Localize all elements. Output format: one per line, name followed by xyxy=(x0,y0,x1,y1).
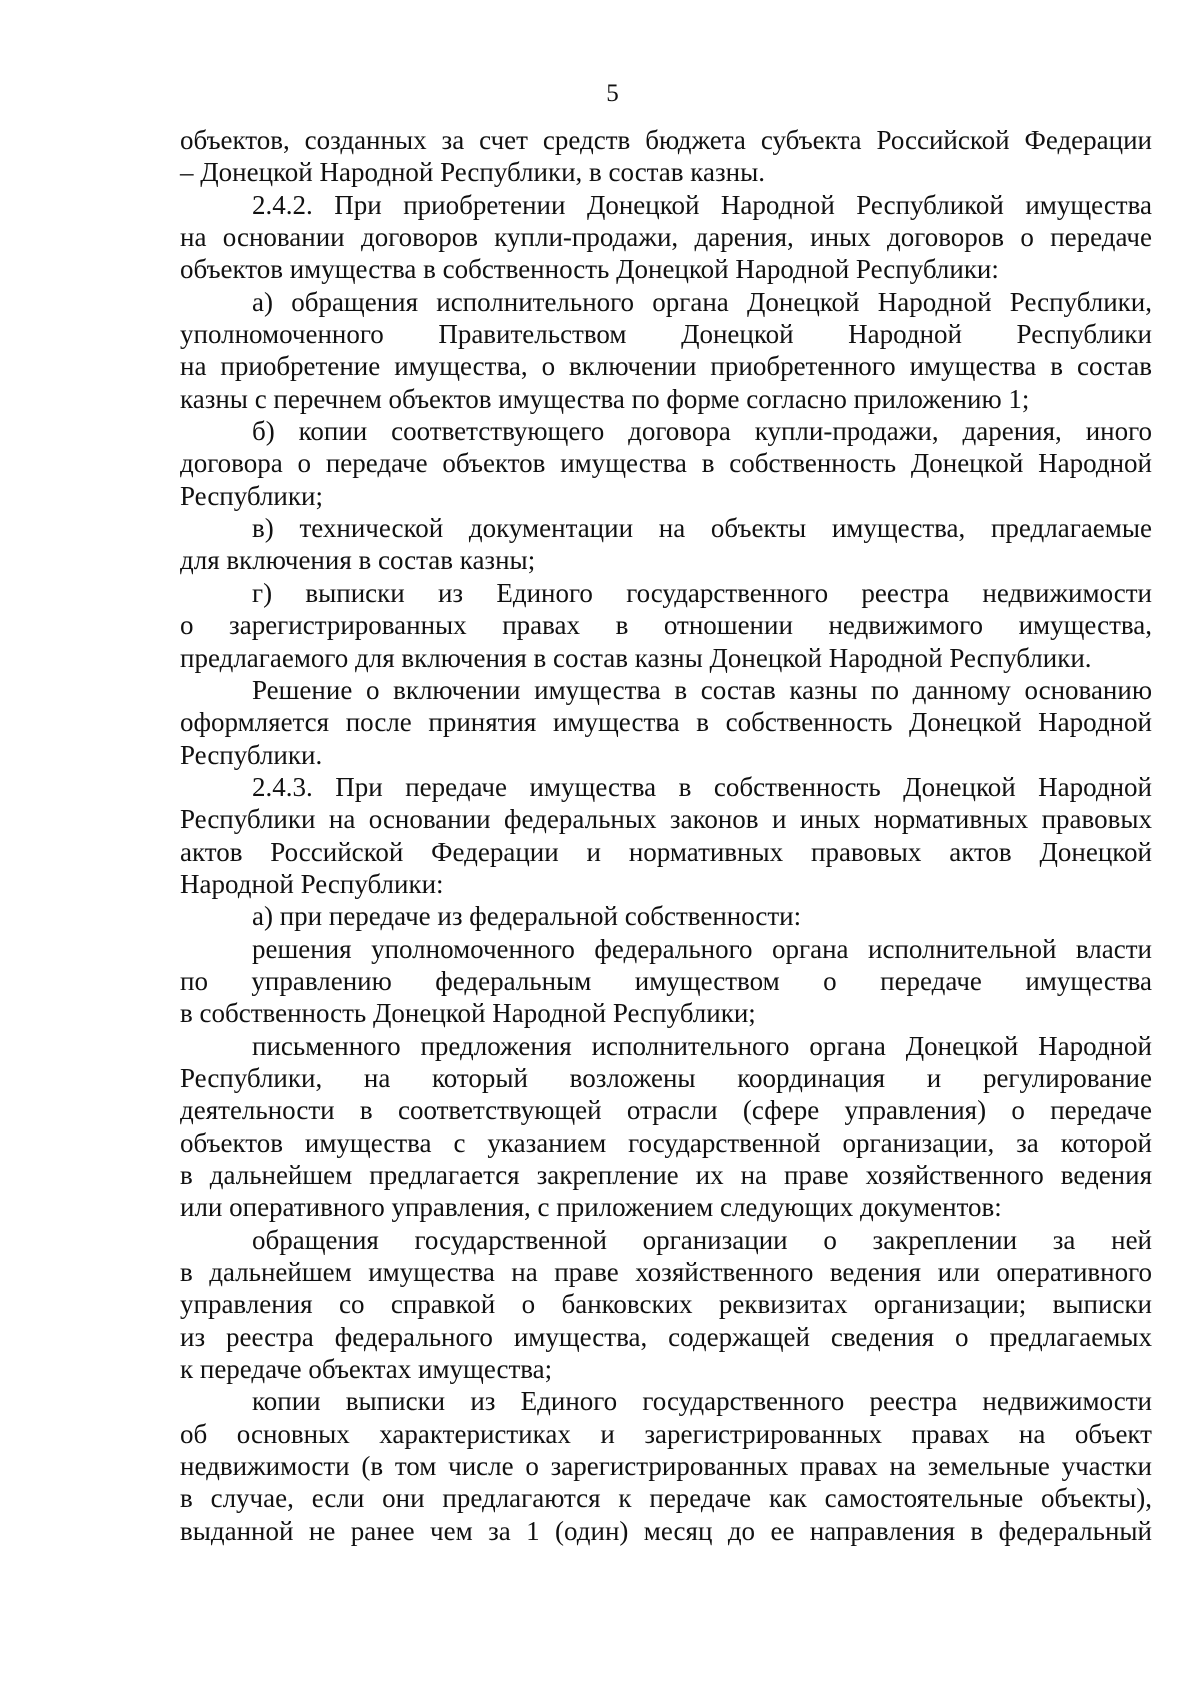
text-line xyxy=(180,642,1152,674)
paragraph xyxy=(180,1224,1152,1386)
line-text: предлагаемого для включения в состав казны Донецкой Народной Республики. xyxy=(180,642,1092,673)
line-text: деятельности в соответствующей отрасли (сфере управления) о передаче xyxy=(180,1095,1152,1126)
text-line xyxy=(180,383,1152,415)
text-line xyxy=(180,189,1152,221)
line-text: Республики. xyxy=(180,739,323,770)
line-text: по управлению федеральным имуществом о передаче имущества xyxy=(180,965,1152,996)
text-line xyxy=(180,1224,1152,1256)
text-line xyxy=(180,480,1152,512)
text-line xyxy=(180,1418,1152,1450)
line-text: письменного предложения исполнительного органа Донецкой Народной xyxy=(252,1030,1152,1061)
paragraph xyxy=(180,286,1152,415)
line-text: – Донецкой Народной Республики, в состав казны. xyxy=(180,157,765,188)
paragraph xyxy=(180,577,1152,674)
line-text: г) выписки из Единого государственного реестра недвижимости xyxy=(252,577,1152,608)
text-line xyxy=(180,997,1152,1029)
line-text: Республики, на который возложены координация и регулирование xyxy=(180,1062,1152,1093)
line-text: копии выписки из Единого государственного реестра недвижимости xyxy=(252,1386,1152,1417)
text-line xyxy=(180,1482,1152,1514)
text-line xyxy=(180,1450,1152,1482)
text-line xyxy=(180,577,1152,609)
line-text: в дальнейшем предлагается закрепление их на праве хозяйственного ведения xyxy=(180,1160,1152,1190)
text-line xyxy=(180,512,1152,544)
line-text: в дальнейшем имущества на праве хозяйственного ведения или оперативного xyxy=(180,1257,1152,1288)
paragraph xyxy=(180,900,1152,932)
line-text: решения уполномоченного федерального органа исполнительной власти xyxy=(252,933,1152,964)
line-text: объектов имущества в собственность Донецкой Народной Республики: xyxy=(180,254,999,285)
paragraph xyxy=(180,674,1152,771)
paragraph xyxy=(180,415,1152,512)
line-text: на приобретение имущества, о включении приобретенного имущества в состав xyxy=(180,351,1152,382)
line-text: из реестра федерального имущества, содержащей сведения о предлагаемых xyxy=(180,1321,1152,1352)
text-line xyxy=(180,1094,1152,1126)
text-line xyxy=(180,933,1152,965)
text-line xyxy=(180,965,1152,997)
text-line xyxy=(180,253,1152,285)
line-text: договора о передаче объектов имущества в собственность Донецкой Народной xyxy=(180,448,1152,479)
line-text: в собственность Донецкой Народной Республики; xyxy=(180,998,756,1029)
text-line xyxy=(180,1385,1152,1417)
line-text: а) при передаче из федеральной собственности: xyxy=(252,901,802,932)
line-text: 2.4.3. При передаче имущества в собственность Донецкой Народной xyxy=(252,771,1152,802)
text-line xyxy=(180,350,1152,382)
line-text: казны с перечнем объектов имущества по форме согласно приложению 1; xyxy=(180,383,1030,414)
line-text: о зарегистрированных правах в отношении недвижимого имущества, xyxy=(180,610,1152,641)
paragraph xyxy=(180,189,1152,286)
text-line xyxy=(180,1030,1152,1062)
text-line xyxy=(180,1515,1152,1547)
line-text: для включения в состав казны; xyxy=(180,545,536,576)
text-line xyxy=(180,868,1152,900)
line-text: недвижимости (в том числе о зарегистрированных правах на земельные участки xyxy=(180,1451,1152,1482)
text-line xyxy=(180,803,1152,835)
text-line xyxy=(180,1288,1152,1320)
text-line xyxy=(180,1159,1152,1191)
text-line xyxy=(180,706,1152,738)
text-line xyxy=(180,1256,1152,1288)
line-text: к передаче объектах имущества; xyxy=(180,1354,553,1385)
line-text: а) обращения исполнительного органа Донецкой Народной Республики, xyxy=(252,286,1152,317)
paragraph xyxy=(180,124,1152,189)
text-line xyxy=(180,544,1152,576)
text-line xyxy=(180,1127,1152,1159)
line-text: 2.4.2. При приобретении Донецкой Народной Республикой имущества xyxy=(252,189,1152,220)
text-line xyxy=(180,156,1152,188)
line-text: выданной не ранее чем за 1 (один) месяц до ее направления в федеральный xyxy=(180,1515,1152,1546)
text-line xyxy=(180,1321,1152,1353)
paragraph xyxy=(180,933,1152,1030)
line-text: объектов имущества с указанием государственной организации, за которой xyxy=(180,1127,1152,1158)
text-line xyxy=(180,221,1152,253)
paragraph xyxy=(180,771,1152,900)
line-text: обращения государственной организации о закреплении за ней xyxy=(252,1224,1152,1255)
line-text: на основании договоров купли-продажи, дарения, иных договоров о передаче xyxy=(180,222,1152,253)
text-line xyxy=(180,1191,1152,1223)
text-line xyxy=(180,286,1152,318)
text-line xyxy=(180,1353,1152,1385)
page-number: 5 xyxy=(606,80,619,107)
line-text: оформляется после принятия имущества в собственность Донецкой Народной xyxy=(180,707,1152,738)
text-line xyxy=(180,415,1152,447)
text-line xyxy=(180,674,1152,706)
text-line xyxy=(180,1062,1152,1094)
text-line xyxy=(180,447,1152,479)
line-text: в случае, если они предлагаются к передаче как самостоятельные объекты), xyxy=(180,1483,1152,1514)
line-text: Республики на основании федеральных законов и иных нормативных правовых xyxy=(180,804,1152,835)
text-line xyxy=(180,318,1152,350)
line-text: об основных характеристиках и зарегистрированных правах на объект xyxy=(180,1418,1152,1449)
line-text: в) технической документации на объекты имущества, предлагаемые xyxy=(252,513,1152,544)
line-text: Республики; xyxy=(180,480,323,511)
line-text: актов Российской Федерации и нормативных правовых актов Донецкой xyxy=(180,836,1152,867)
document-body xyxy=(180,124,1152,1547)
text-line xyxy=(180,739,1152,771)
text-line xyxy=(180,771,1152,803)
text-line xyxy=(180,836,1152,868)
line-text: управления со справкой о банковских реквизитах организации; выписки xyxy=(180,1289,1152,1320)
text-line xyxy=(180,900,1152,932)
text-line xyxy=(180,609,1152,641)
paragraph xyxy=(180,1385,1152,1547)
line-text: или оперативного управления, с приложением следующих документов: xyxy=(180,1192,1002,1223)
line-text: Народной Республики: xyxy=(180,868,444,899)
paragraph xyxy=(180,512,1152,577)
line-text: уполномоченного Правительством Донецкой Народной Республики xyxy=(180,319,1152,350)
text-line xyxy=(180,124,1152,156)
line-text: объектов, созданных за счет средств бюджета субъекта Российской Федерации xyxy=(180,125,1152,155)
line-text: б) копии соответствующего договора купли-продажи, дарения, иного xyxy=(252,416,1152,447)
paragraph xyxy=(180,1030,1152,1224)
line-text: Решение о включении имущества в состав казны по данному основанию xyxy=(252,674,1152,705)
